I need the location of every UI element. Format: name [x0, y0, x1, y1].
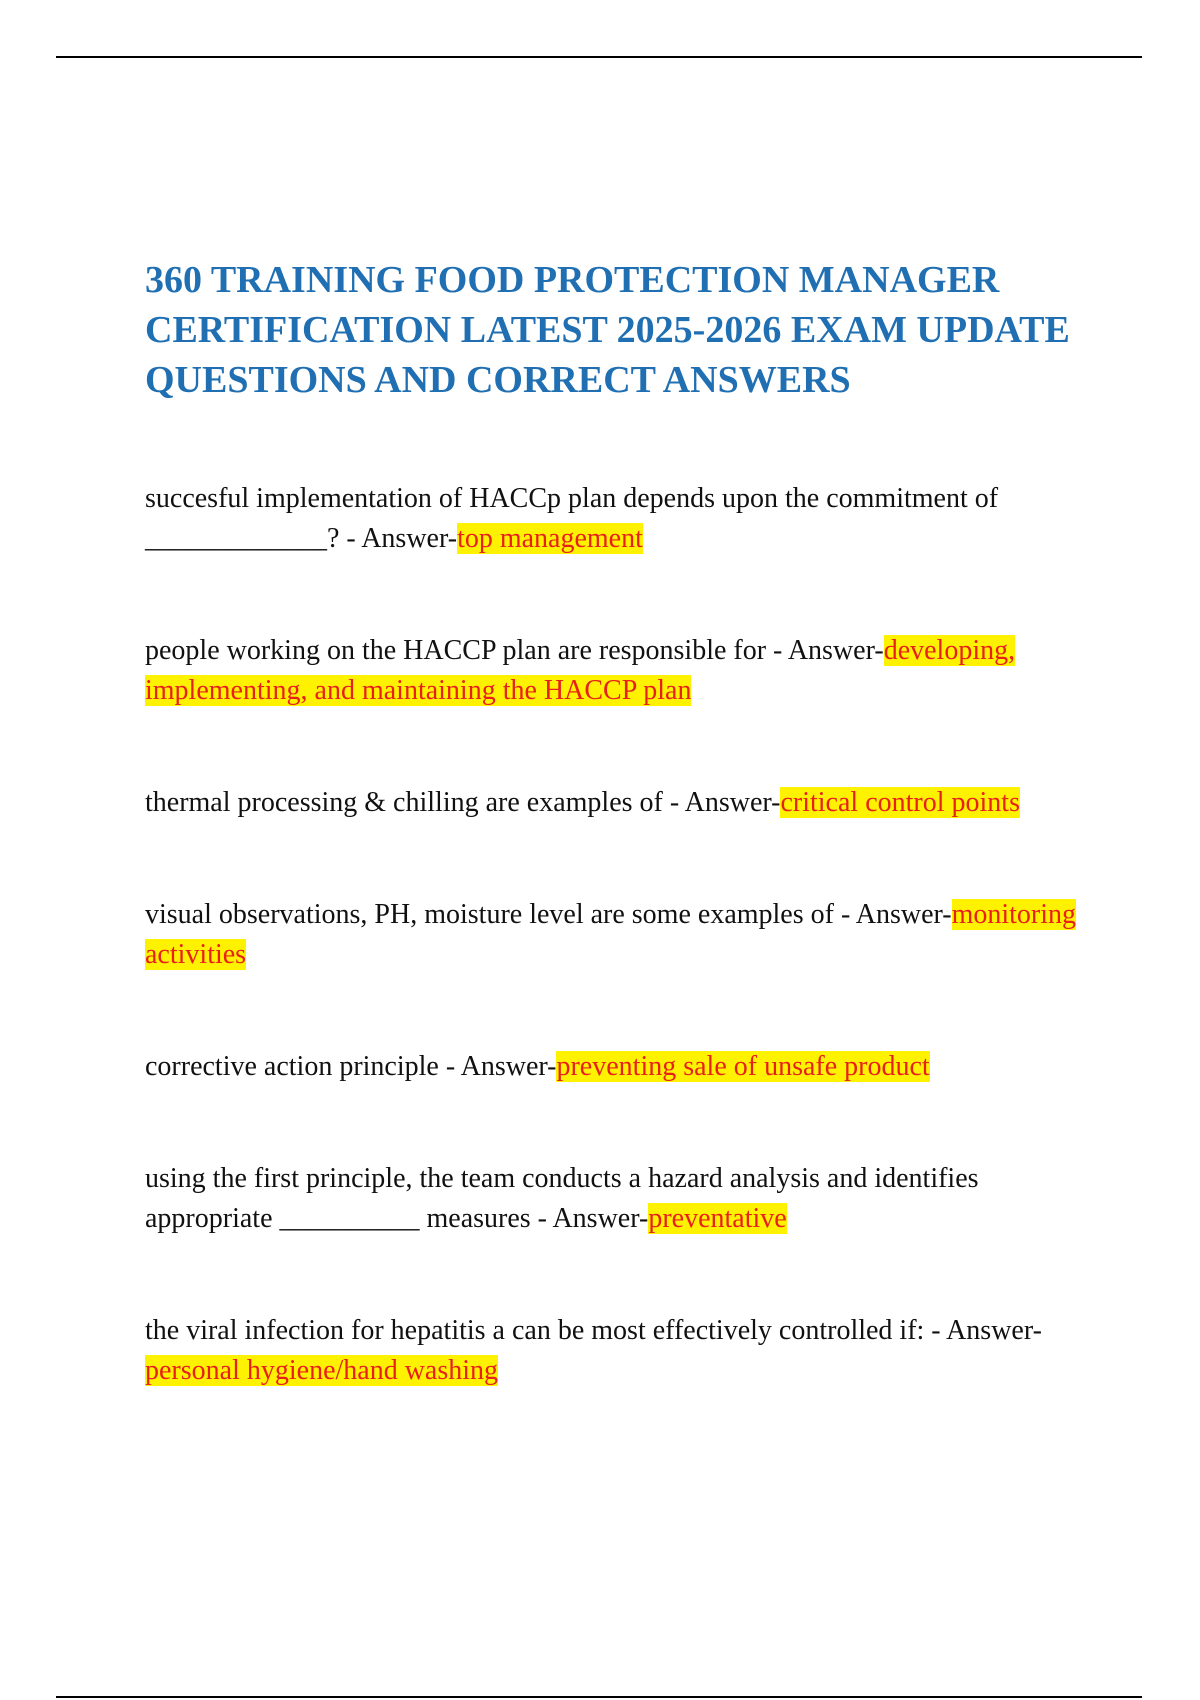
question-text: succesful implementation of HACCp plan depends upon the commitment of _____________? - Answer-: [145, 483, 999, 554]
qa-item: [145, 1047, 1105, 1087]
question-text: people working on the HACCP plan are responsible for - Answer-: [145, 635, 884, 666]
answer-text: top management: [457, 523, 643, 554]
answer-text: preventing sale of unsafe product: [556, 1051, 930, 1082]
question-text: visual observations, PH, moisture level are some examples of - Answer-: [145, 899, 952, 930]
qa-item: [145, 1159, 1105, 1239]
question-text: using the first principle, the team conducts a hazard analysis and identifies appropriate __________ measures - Answer-: [145, 1163, 979, 1234]
answer-text: critical control points: [780, 787, 1020, 818]
top-divider: [56, 56, 1142, 58]
answer-text: monitoring activities: [145, 899, 1077, 970]
answer-text: developing, implementing, and maintaining the HACCP plan: [145, 635, 1016, 706]
qa-item: [145, 895, 1105, 975]
qa-item: [145, 783, 1105, 823]
qa-list: [145, 479, 1105, 1463]
qa-item: [145, 631, 1105, 711]
question-text: corrective action principle - Answer-: [145, 1051, 557, 1082]
answer-text: personal hygiene/hand washing: [145, 1355, 499, 1386]
document-title: 360 TRAINING FOOD PROTECTION MANAGER CERTIFICATION LATEST 2025-2026 EXAM UPDATE QUESTIONS AND CORRECT ANSWERS: [145, 259, 1070, 401]
qa-item: [145, 479, 1105, 559]
qa-item: [145, 1311, 1105, 1391]
question-text: thermal processing & chilling are examples of - Answer-: [145, 787, 781, 818]
bottom-divider: [56, 1696, 1142, 1698]
question-text: the viral infection for hepatitis a can be most effectively controlled if: - Answer-: [145, 1315, 1042, 1346]
answer-text: preventative: [648, 1203, 787, 1234]
